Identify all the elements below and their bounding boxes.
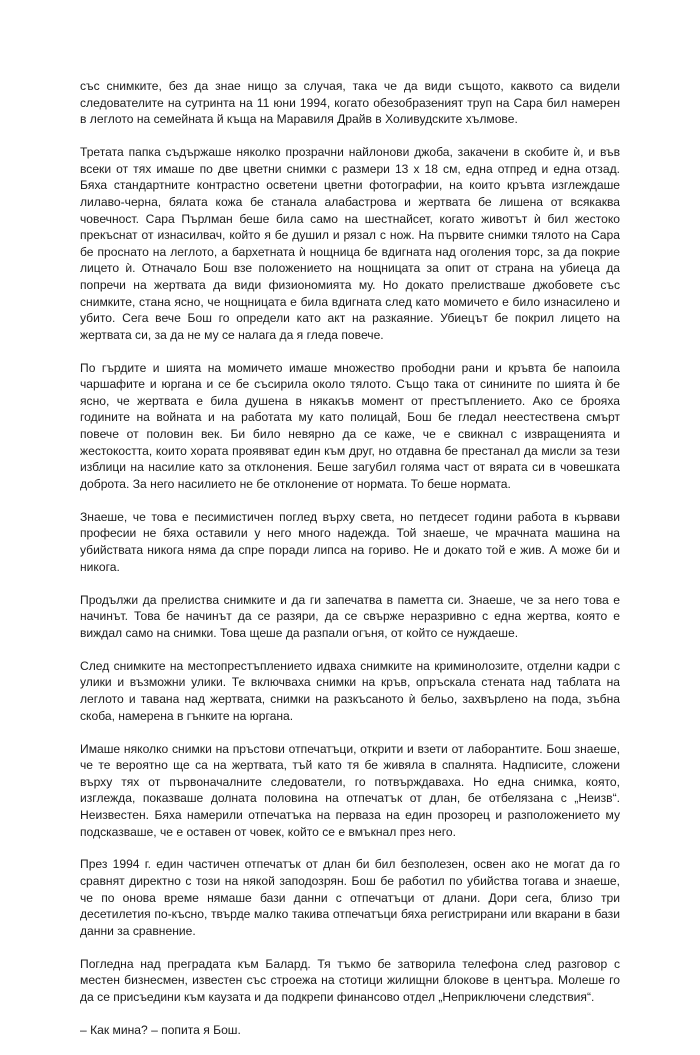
dialogue-line: – Как мина? – попита я Бош.: [80, 1023, 241, 1038]
paragraph: Имаше няколко снимки на пръстови отпечатъци, открити и взети от лаборантите. Бош знаеше, че те вероятно ще са на жертвата, тъй като тя бе живяла в спалнята. Надписите, сложени върху тях от първоначалните следователи, го потвърждаваха. Но една снимка, която, изглежда, показваше долната половина на отпечатък от длан, бе отбелязана с „Неизв“. Неизвестен. Бяха намерили отпечатъка на перваза на един прозорец и разположението му подсказваше, че е оставен от човек, който се е вмъкнал през него.: [80, 741, 620, 839]
paragraph: Третата папка съдържаше няколко прозрачни найлонови джоба, закачени в скобите ѝ, и във всеки от тях имаше по две цветни снимки с размери 13 х 18 см, една отпред и една отзад. Бяха стандартните контрастно осветени цветни фотографии, на които кръвта изглеждаше лилаво-черна, бялата кожа бе станала алабастрова и жертвата бе лишена от всякаква човечност. Сара Пърлман беше била само на шестнайсет, когато животът ѝ бил жестоко прекъснат от изнасилвач, който я бе душил и рязал с нож. На първите снимки тялото на Сара бе проснато на леглото, а бархетната ѝ нощница бе вдигната над оголения торс, за да покрие лицето ѝ. Отначало Бош взе положението на нощницата за опит от страна на убиеца да попречи на жертвата да види физиономията му. Но докато прелистваше джобовете със снимките, стана ясно, че нощницата е била вдигната след като момичето е било изнасилено и убито. Сега вече Бош го определи като акт на разкаяние. Убиецът бе покрил лицето на жертвата си, за да не му се налага да я гледа повече.: [80, 145, 620, 342]
paragraph: След снимките на местопрестъплението идваха снимките на криминолозите, отделни кадри с улики и възможни улики. Те включваха снимки на кръв, опръскала стената над таблата на леглото и тавана над жертвата, снимки на разкъсаното ѝ бельо, захвърлено на пода, зъбна скоба, намерена в гънките на юргана.: [80, 658, 620, 723]
paragraph: Знаеше, че това е песимистичен поглед върху света, но петдесет години работа в кървави професии не бяха оставили у него много надежда. Той знаеше, че мрачната машина на убийствата никога няма да спре поради липса на гориво. Не и докато той е жив. А може би и никога.: [80, 509, 620, 574]
paragraph: Продължи да прелиства снимките и да ги запечатва в паметта си. Знаеше, че за него това е начинът. Това бе начинът да се разяри, да се свърже неразривно с една жертва, която е виждал само на снимки. Това щеше да разпали огъня, от който се нуждаеше.: [80, 592, 620, 640]
paragraph: Погледна над преградата към Балард. Тя тъкмо бе затворила телефона след разговор с местен бизнесмен, известен със строежа на стотици жилищни блокове в центъра. Молеше го да се присъедини към каузата и да подкрепи финансово отдел „Неприключени следствия“.: [80, 956, 620, 1005]
page-text: [80, 78, 620, 1055]
paragraph: със снимките, без да знае нищо за случая, така че да види същото, каквото са видели следователите на сутринта на 11 юни 1994, когато обезобразеният труп на Сара бил намерен в леглото на семейната й къща на Маравиля Драйв в Холивудските хълмове.: [80, 79, 620, 127]
paragraph: През 1994 г. един частичен отпечатък от длан би бил безполезен, освен ако не могат да го сравнят директно с този на някой заподозрян. Бош бе работил по убийства тогава и знаеше, че по онова време нямаше бази данни с отпечатъци от длани. Дори сега, близо три десетилетия по-късно, твърде малко такива отпечатъци бяха регистрирани или вкарани в бази данни за сравнение.: [80, 857, 620, 938]
paragraph: По гърдите и шията на момичето имаше множество прободни рани и кръвта бе напоила чаршафите и юргана и се бе съсирила около тялото. Също така от синините по шията ѝ бе ясно, че жертвата е била душена в някакъв момент от престъплението. Ако се брояха годините на войната и на работата му като полицай, Бош бе гледал неестествена смърт повече от половин век. Би било невярно да се каже, че е свикнал с извращенията и жестокостта, които хората проявяват един към друг, но отдавна бе престанал да мисли за тези изблици на насилие като за отклонения. Беше загубил голяма част от вярата си в човешката доброта. За него насилието не бе отклонение от нормата. То беше нормата.: [80, 360, 620, 491]
